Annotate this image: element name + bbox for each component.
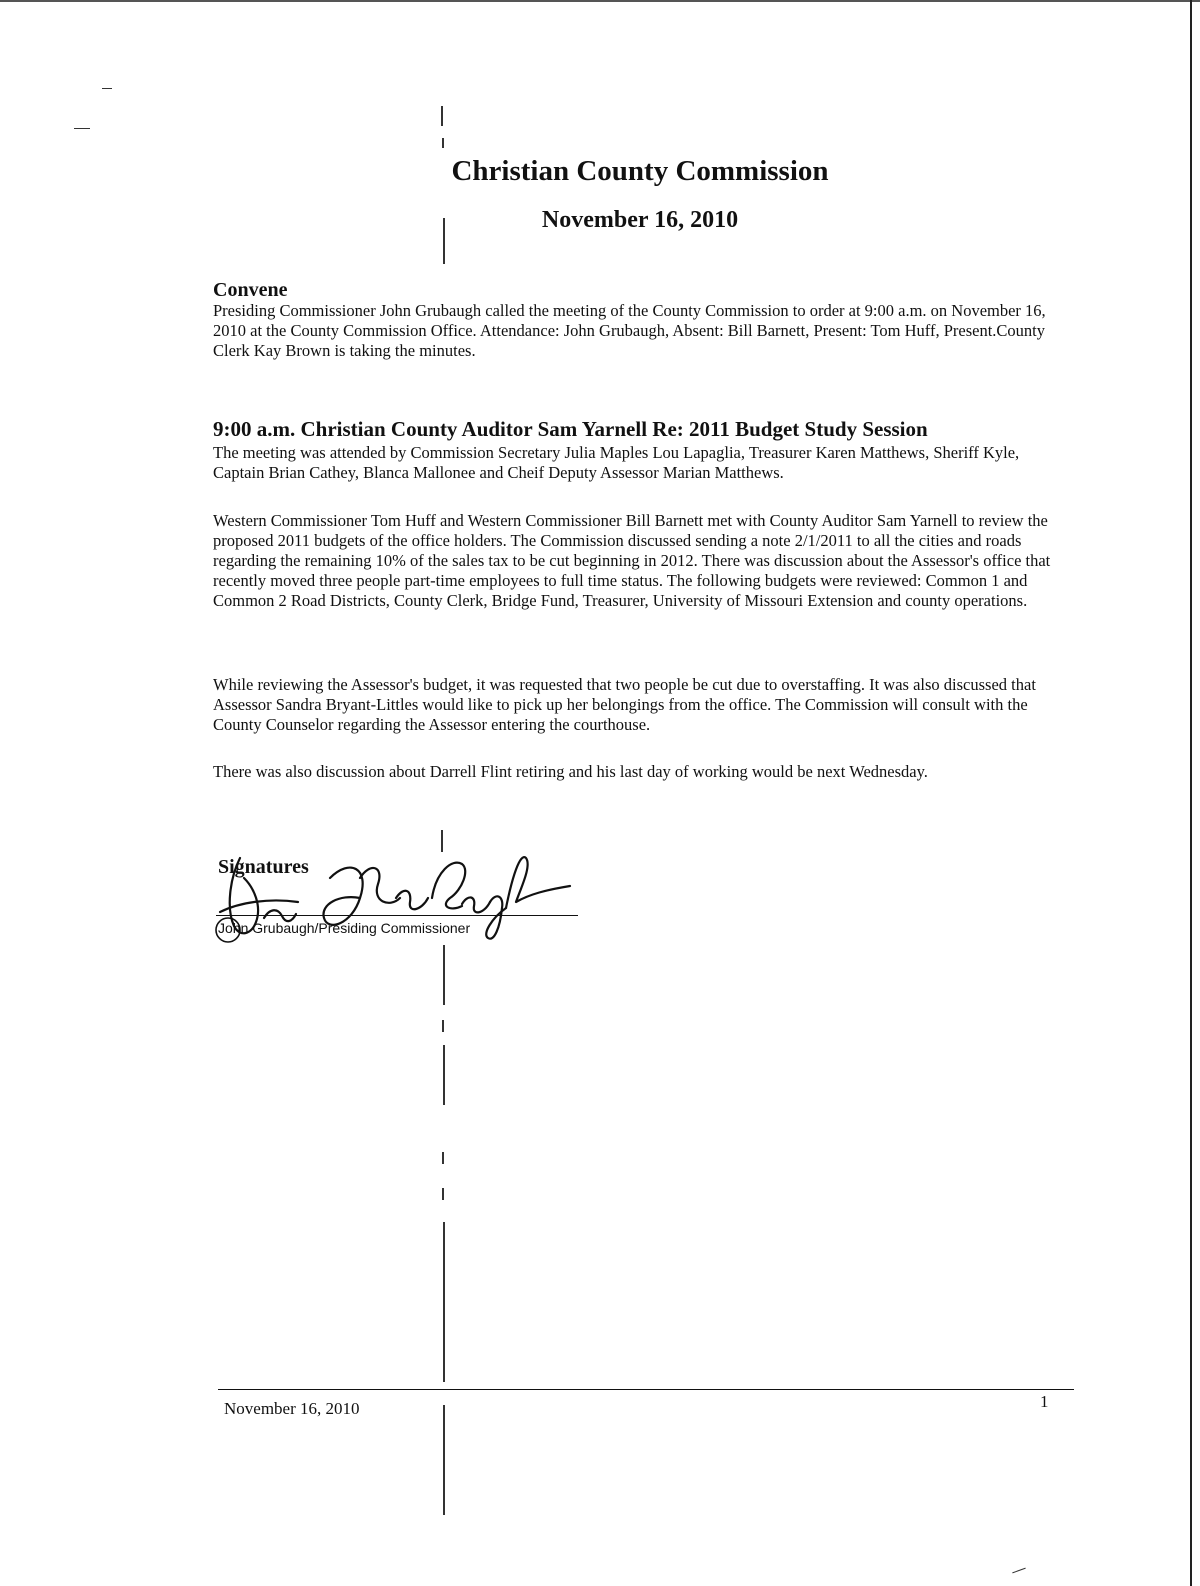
signatures-heading: Signatures bbox=[218, 856, 309, 878]
page-right-edge bbox=[1190, 0, 1192, 1586]
scan-mark bbox=[443, 1222, 445, 1382]
scan-mark bbox=[443, 945, 445, 1005]
scan-mark bbox=[442, 138, 444, 148]
session-assessor-paragraph: While reviewing the Assessor's budget, it was requested that two people be cut due to overstaffing. It was also discussed that Assessor Sandra Bryant-Littles would like to pick up her belongings from the office. The Commission will consult with the County Counselor regarding the Assessor entering the courthouse. bbox=[213, 675, 1036, 734]
footer-date: November 16, 2010 bbox=[224, 1399, 360, 1418]
document-date: November 16, 2010 bbox=[541, 207, 739, 233]
session-attendance-paragraph: The meeting was attended by Commission Secretary Julia Maples Lou Lapaglia, Treasurer Karen Matthews, Sheriff Kyle, Captain Brian Cathey, Blanca Mallonee and Cheif Deputy Assessor Marian Matthews. bbox=[213, 443, 1020, 482]
convene-heading: Convene bbox=[213, 279, 288, 301]
scan-mark bbox=[442, 1188, 444, 1200]
session-retirement-paragraph: There was also discussion about Darrell Flint retiring and his last day of working would be next Wednesday. bbox=[213, 762, 928, 781]
session-heading: 9:00 a.m. Christian County Auditor Sam Yarnell Re: 2011 Budget Study Session bbox=[213, 417, 928, 441]
signature-caption: John Grubaugh/Presiding Commissioner bbox=[218, 920, 471, 936]
document-title: Christian County Commission bbox=[451, 155, 829, 187]
scan-mark bbox=[442, 1020, 444, 1032]
footer-rule bbox=[218, 1389, 1074, 1390]
session-budget-paragraph: Western Commissioner Tom Huff and Western Commissioner Bill Barnett met with County Auditor Sam Yarnell to review the proposed 2011 budgets of the office holders. The Commission discussed sending a note 2/1/2011 to all the cities and roads regarding the remaining 10% of the sales tax to be cut beginning in 2012. There was discussion about the Assessor's office that recently moved three people part-time employees to full time status. The following budgets were reviewed: Common 1 and Common 2 Road Districts, County Clerk, Bridge Fund, Treasurer, University of Missouri Extension and county operations. bbox=[213, 511, 1051, 610]
scan-mark bbox=[442, 1152, 444, 1164]
convene-paragraph: Presiding Commissioner John Grubaugh called the meeting of the County Commission to order at 9:00 a.m. on November 16, 2010 at the County Commission Office. Attendance: John Grubaugh, Absent: Bill Barnett, Present: Tom Huff, Present.County Clerk Kay Brown is taking the minutes. bbox=[213, 301, 1046, 360]
scan-mark bbox=[443, 1405, 445, 1515]
page-number: 1 bbox=[1040, 1392, 1049, 1411]
page-top-edge bbox=[0, 0, 1200, 2]
scan-mark bbox=[441, 106, 443, 126]
scan-mark bbox=[443, 1045, 445, 1105]
scan-mark bbox=[1012, 1568, 1025, 1574]
scan-mark bbox=[74, 128, 90, 129]
signature-line bbox=[216, 915, 578, 916]
scan-mark bbox=[102, 88, 112, 89]
